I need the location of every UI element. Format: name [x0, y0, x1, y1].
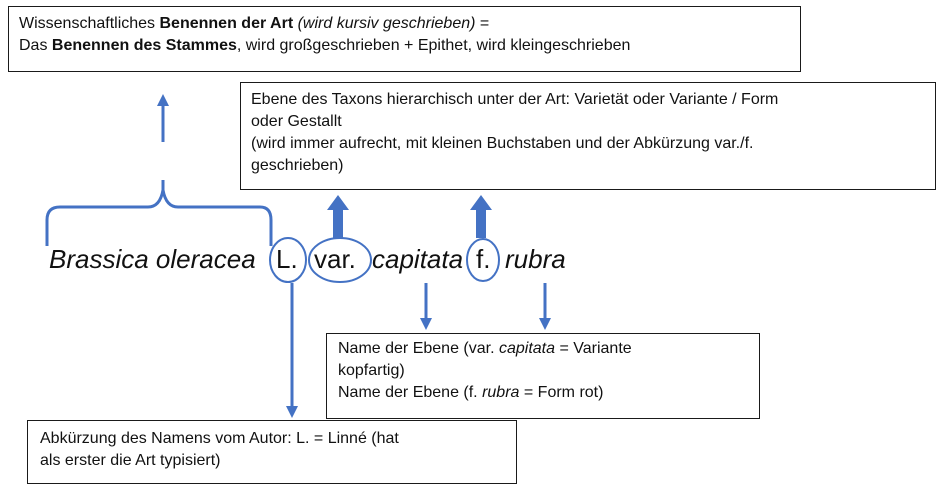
genus-species-name: Brassica oleracea: [49, 244, 256, 274]
variety-abbreviation: var.: [314, 244, 356, 274]
variety-name: capitata: [372, 244, 464, 274]
form-circle: [467, 239, 499, 281]
level-name-line-1: Name der Ebene (var. capitata = Variante: [338, 340, 632, 357]
curly-brace: [47, 190, 271, 246]
form-abbreviation: f.: [476, 244, 491, 274]
taxon-level-line-4: geschrieben): [251, 157, 344, 174]
level-name-line-3: Name der Ebene (f. rubra = Form rot): [338, 384, 604, 401]
author-line-1: Abkürzung des Namens vom Autor: L. = Linné (hat: [40, 430, 399, 447]
arrow-var-up: [327, 195, 349, 238]
form-name: rubra: [505, 244, 566, 274]
author-circle: [270, 238, 306, 282]
species-naming-line-1: Wissenschaftliches Benennen der Art (wird kursiv geschrieben) =: [19, 15, 490, 32]
level-name-line-2: kopfartig): [338, 362, 405, 379]
author-line-2: als erster die Art typisiert): [40, 452, 221, 469]
taxon-level-line-3: (wird immer aufrecht, mit kleinen Buchstaben und der Abkürzung var./f.: [251, 135, 754, 152]
author-abbreviation: L.: [276, 244, 298, 274]
arrow-f-up: [470, 195, 492, 238]
taxon-level-line-1: Ebene des Taxons hierarchisch unter der Art: Varietät oder Variante / Form: [251, 91, 779, 108]
variety-circle: [309, 238, 371, 282]
species-naming-line-2: Das Benennen des Stammes, wird großgeschrieben + Epithet, wird kleingeschrieben: [19, 37, 631, 54]
taxon-level-line-2: oder Gestallt: [251, 113, 342, 130]
